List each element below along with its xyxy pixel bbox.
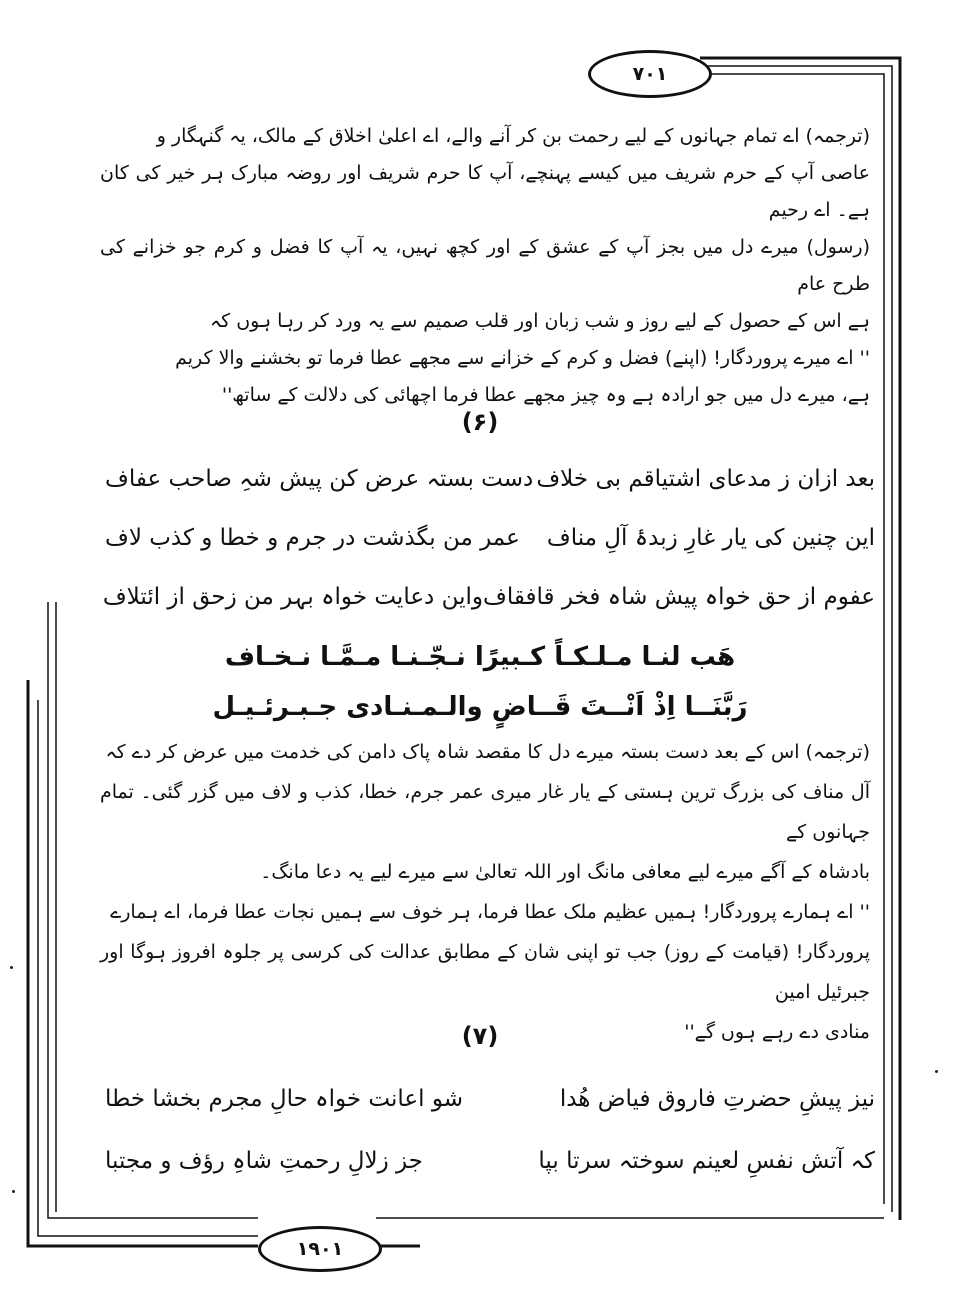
verse-row [105,1148,875,1174]
text-line: (ترجمہ) اے تمام جہانوں کے لیے رحمت بن کر آنے والے، اے اعلیٰ اخلاق کے مالک، یہ گنہگار و [156,125,870,147]
section-heading-6: (۶) [461,408,499,436]
page-number-bottom: ۱۹۰۱ [258,1226,382,1272]
translation-paragraph-2 [100,732,870,1052]
arabic-verse-line: هَب لنـا مـلـكـاً كـبيرًا نـجّـنـا مـمَّـا نـخـاف [224,642,736,672]
quote-line: '' اے میرے پروردگار! (اپنے) فضل و کرم کے خزانے سے مجھے عطا فرما تو بخشنے والا کریم [175,347,870,369]
text-line: ہے اس کے حصول کے لیے روز و شب زبان اور قلب صمیم سے یہ ورد کر رہا ہوں کہ [210,310,870,332]
text-line: بادشاہ کے آگے میرے لیے معافی مانگ اور اللہ تعالیٰ سے میرے لیے یہ دعا مانگ۔ [260,861,870,883]
verse-hemistich-left: دست بستہ عرض کن پیش شہِ صاحب عفاف [105,466,534,492]
verse-hemistich-left: واین دعایت خواہ بہر من زحق از ائتلاف [102,584,484,610]
verse-hemistich-left: عمر من بگذشت در جرم و خطا و کذب لاف [105,525,520,551]
text-line: آل مناف کی بزرگ ترین ہستی کے یار غار میری عمر جرم، خطا، کذب و لاف میں گزر گئی۔ تمام جہانوں کے [100,781,870,843]
verse-row [105,466,875,492]
verse-row [105,1086,875,1112]
quote-line: ہے، میرے دل میں جو ارادہ ہے وہ چیز مجھے عطا فرما اچھائی کی دلالت کے ساتھ'' [221,384,870,406]
quote-line: منادی دے رہے ہوں گے'' [684,1021,870,1043]
verse-hemistich-right: بعد ازان ز مدعای اشتیاقم بی خلاف [536,466,875,492]
text-line: (ترجمہ) اس کے بعد دست بستہ میرے دل کا مقصد شاہ پاک دامن کی خدمت میں عرض کر دے کہ [105,741,870,763]
verse-hemistich-right: نیز پیشِ حضرتِ فاروق فیاض ھُدا [559,1086,875,1112]
verse-hemistich-left: شو اعانت خواہ حالِ مجرم بخشا خطا [105,1086,463,1112]
text-line: (رسول) میرے دل میں بجز آپ کے عشق کے اور کچھ نہیں، یہ آپ کا فضل و کرم جو خزانے کی طرح عام [100,236,870,295]
speck [10,966,13,969]
quote-line: پروردگار! (قیامت کے روز) جب تو اپنی شان کے مطابق عدالت کی کرسی پر جلوہ افروز ہوگا اور جبرئیل امین [100,941,870,1003]
verse-row [105,525,875,551]
verse-hemistich-right: عفوم از حق خواہ پیش شاہ فخر قافقاف [483,584,875,610]
verse-row [102,584,875,610]
arabic-verse-line: رَبَّنَــا اِذْ اَنْــتَ قَــاضٍ والـمـنـادى جـبـرئـيـل [212,692,748,722]
speck [12,1190,15,1193]
verse-hemistich-left: جز زلالِ رحمتِ شاہِ رؤف و مجتبا [105,1148,423,1174]
speck [935,1070,938,1073]
quote-line: '' اے ہمارے پروردگار! ہمیں عظیم ملک عطا فرما، ہر خوف سے ہمیں نجات عطا فرما، اے ہمارے [110,901,870,923]
page-number-top: ۷۰۱ [588,50,712,98]
verse-hemistich-right: کہ آتش نفسِ لعینم سوختہ سرتا بپا [538,1148,875,1174]
verse-hemistich-right: این چنین کی یار غارِ زبدۂ آلِ مناف [546,525,875,551]
text-line: عاصی آپ کے حرم شریف میں کیسے پہنچے، آپ کا حرم شریف اور روضہ مبارک ہر خیر کی کان ہے۔ اے رحیم [100,162,870,221]
translation-paragraph-1 [100,118,870,414]
section-heading-7: (۷) [461,1022,499,1050]
